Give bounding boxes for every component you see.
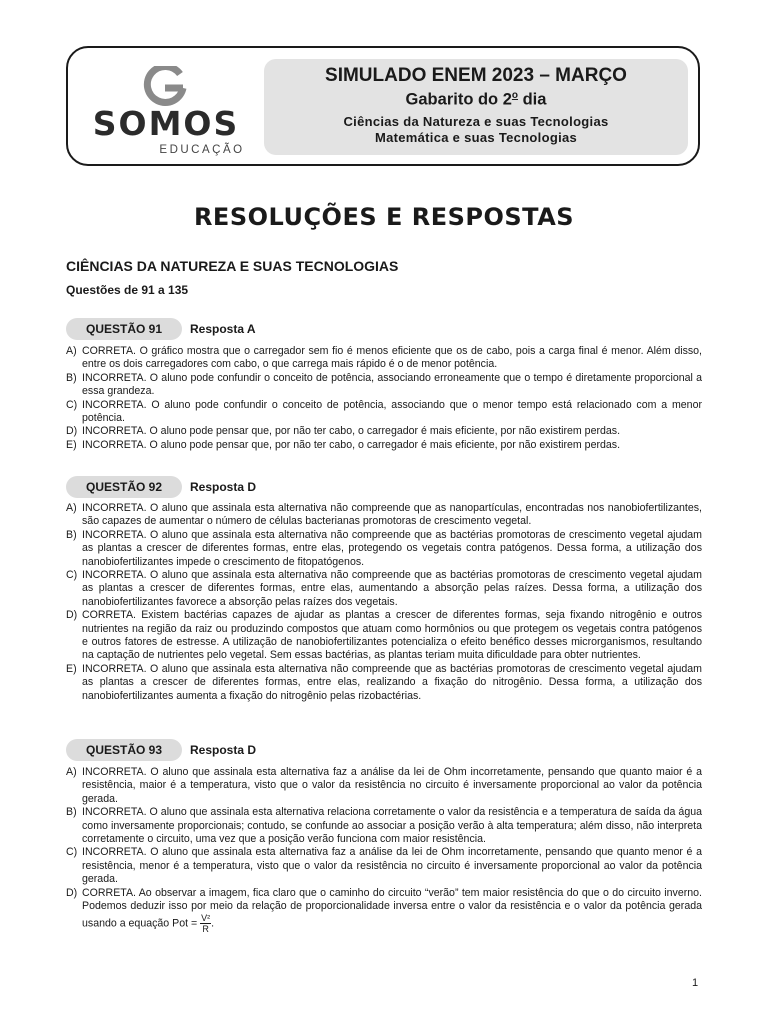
- question-answer: Resposta A: [190, 322, 256, 336]
- option: E) INCORRETA. O aluno que assinala esta alternativa não compreende que as bactérias promotoras de crescimento vegetal ajudam as plantas a crescer de diferentes formas, entre elas, realizando a fixação do nitrogênio. Dessa forma, a utilização dos nanobiofertilizantes aumenta a fixação do nitrogênio pelas rizobactérias.: [66, 662, 702, 702]
- question-body-92: [66, 502, 702, 703]
- power-formula: $\frac{\text{V²}}{R}$: [201, 913, 211, 935]
- question-body-91: [66, 345, 702, 452]
- question-label: QUESTÃO 91: [66, 318, 182, 340]
- option: A) CORRETA. O gráfico mostra que o carregador sem fio é menos eficiente que os de cabo, pois a carga final é menor. Além disso, entre os dois carregadores com cabo, o que carrega mais rápido é o de menor potência.: [66, 345, 702, 371]
- area-matematica: Matemática e suas Tecnologias: [374, 129, 578, 145]
- option: D) INCORRETA. O aluno pode pensar que, por não ter cabo, o carregador é mais eficiente, por não existirem perdas.: [66, 425, 621, 438]
- page-number: 1: [692, 977, 699, 989]
- exam-title: SIMULADO ENEM 2023 – MARÇO: [325, 65, 627, 86]
- logo-word: SOMOS: [92, 104, 240, 143]
- question-body-93: [66, 766, 702, 934]
- option: B) INCORRETA. O aluno pode confundir o conceito de potência, associando erroneamente que o tempo é diretamente proporcional a essa grandeza.: [66, 371, 702, 398]
- option: C) INCORRETA. O aluno pode confundir o conceito de potência, associando que o menor tempo está relacionado com a menor potência.: [66, 398, 702, 425]
- option: D) CORRETA. Ao observar a imagem, fica claro que o caminho do circuito “verão” tem maior resistência do que o do circuito inverno. Podemos deduzir isso por meio da relação de proporcionalidade inversa entre o valor da resistência e o valor da potência gerada usando a equação Pot = $\frac{\text{V²}}{R}$ .: [66, 886, 702, 935]
- somos-logo: [82, 66, 252, 156]
- option: E) INCORRETA. O aluno pode pensar que, por não ter cabo, o carregador é mais eficiente, por não existirem perdas.: [66, 438, 621, 451]
- question-header-93: [66, 739, 256, 761]
- question-label: QUESTÃO 93: [66, 739, 182, 761]
- logo-mark-icon: [140, 66, 190, 108]
- page-title: RESOLUÇÕES E RESPOSTAS: [193, 203, 575, 231]
- option: A) INCORRETA. O aluno que assinala esta alternativa não compreende que as nanopartículas, encontradas nos nanobiofertilizantes, são capazes de aumentar o número de células bacterianas promotoras de crescimento vegetal.: [66, 502, 702, 528]
- option: B) INCORRETA. O aluno que assinala esta alternativa relaciona corretamente o valor da resistência e a temperatura de saída da água como inversamente proporcionais; contudo, se confunde ao associar a posição verão à alta temperatura; além disso, não interpreta corretamente o circuito, uma vez que a posição verão funciona com maior resistência.: [66, 806, 702, 846]
- option: C) INCORRETA. O aluno que assinala esta alternativa faz a análise da lei de Ohm incorretamente, pensando que quanto menor é a resistência, menor é a temperatura, visto que o valor da resistência no circuito é inversamente proporcional ao valor da potência gerada.: [66, 846, 702, 886]
- question-answer: Resposta D: [190, 480, 257, 494]
- title-panel: [264, 59, 688, 155]
- option: B) INCORRETA. O aluno que assinala esta alternativa não compreende que as bactérias promotoras de crescimento vegetal ajudam as plantas a crescer de diferentes formas, entre elas, protegendo os vegetais contra patógenos. Dessa forma, a utilização dos nanobiofertilizantes impede o crescimento de fitopatógenos.: [66, 528, 702, 568]
- question-answer: Resposta D: [190, 743, 257, 757]
- gabarito-line: Gabarito do 2$^o$ dia: [405, 90, 547, 109]
- option: A) INCORRETA. O aluno que assinala esta alternativa faz a análise da lei de Ohm incorretamente, pensando que quanto maior é a resistência, maior é a temperatura, visto que o valor da resistência no circuito é inversamente proporcional ao valor da potência gerada.: [66, 766, 702, 805]
- section-title: CIÊNCIAS DA NATUREZA E SUAS TECNOLOGIAS: [66, 258, 399, 274]
- section-subtitle: Questões de 91 a 135: [66, 283, 189, 297]
- question-label: QUESTÃO 92: [66, 476, 182, 498]
- question-header-92: [66, 476, 256, 498]
- area-natureza: Ciências da Natureza e suas Tecnologias: [343, 113, 609, 129]
- header-box: [66, 46, 700, 166]
- option: D) CORRETA. Existem bactérias capazes de ajudar as plantas a crescer de diferentes formas, seja fixando nitrogênio e outros nutrientes na região da raiz ou produzindo compostos que atuam como hormônios ou que protegem os vegetais contra patógenos e outros fatores de estresse. A utilização de nanobiofertilizantes potencializa o efeito benéfico desses microrganismos, resultando na captação de nutrientes pelo vegetal. Sem essas bactérias, as plantas teriam muita dificuldade para obter nutrientes.: [66, 609, 702, 662]
- option: C) INCORRETA. O aluno que assinala esta alternativa não compreende que as bactérias promotoras de crescimento vegetal ajudam as plantas a crescer de diferentes formas, entre elas, aumentando a absorção pelas raízes. Dessa forma, a utilização dos nanobiofertilizantes favorece a absorção pelas raízes dos vegetais.: [66, 569, 702, 608]
- logo-sub: EDUCAÇÃO: [159, 144, 245, 156]
- question-header-91: [66, 318, 256, 340]
